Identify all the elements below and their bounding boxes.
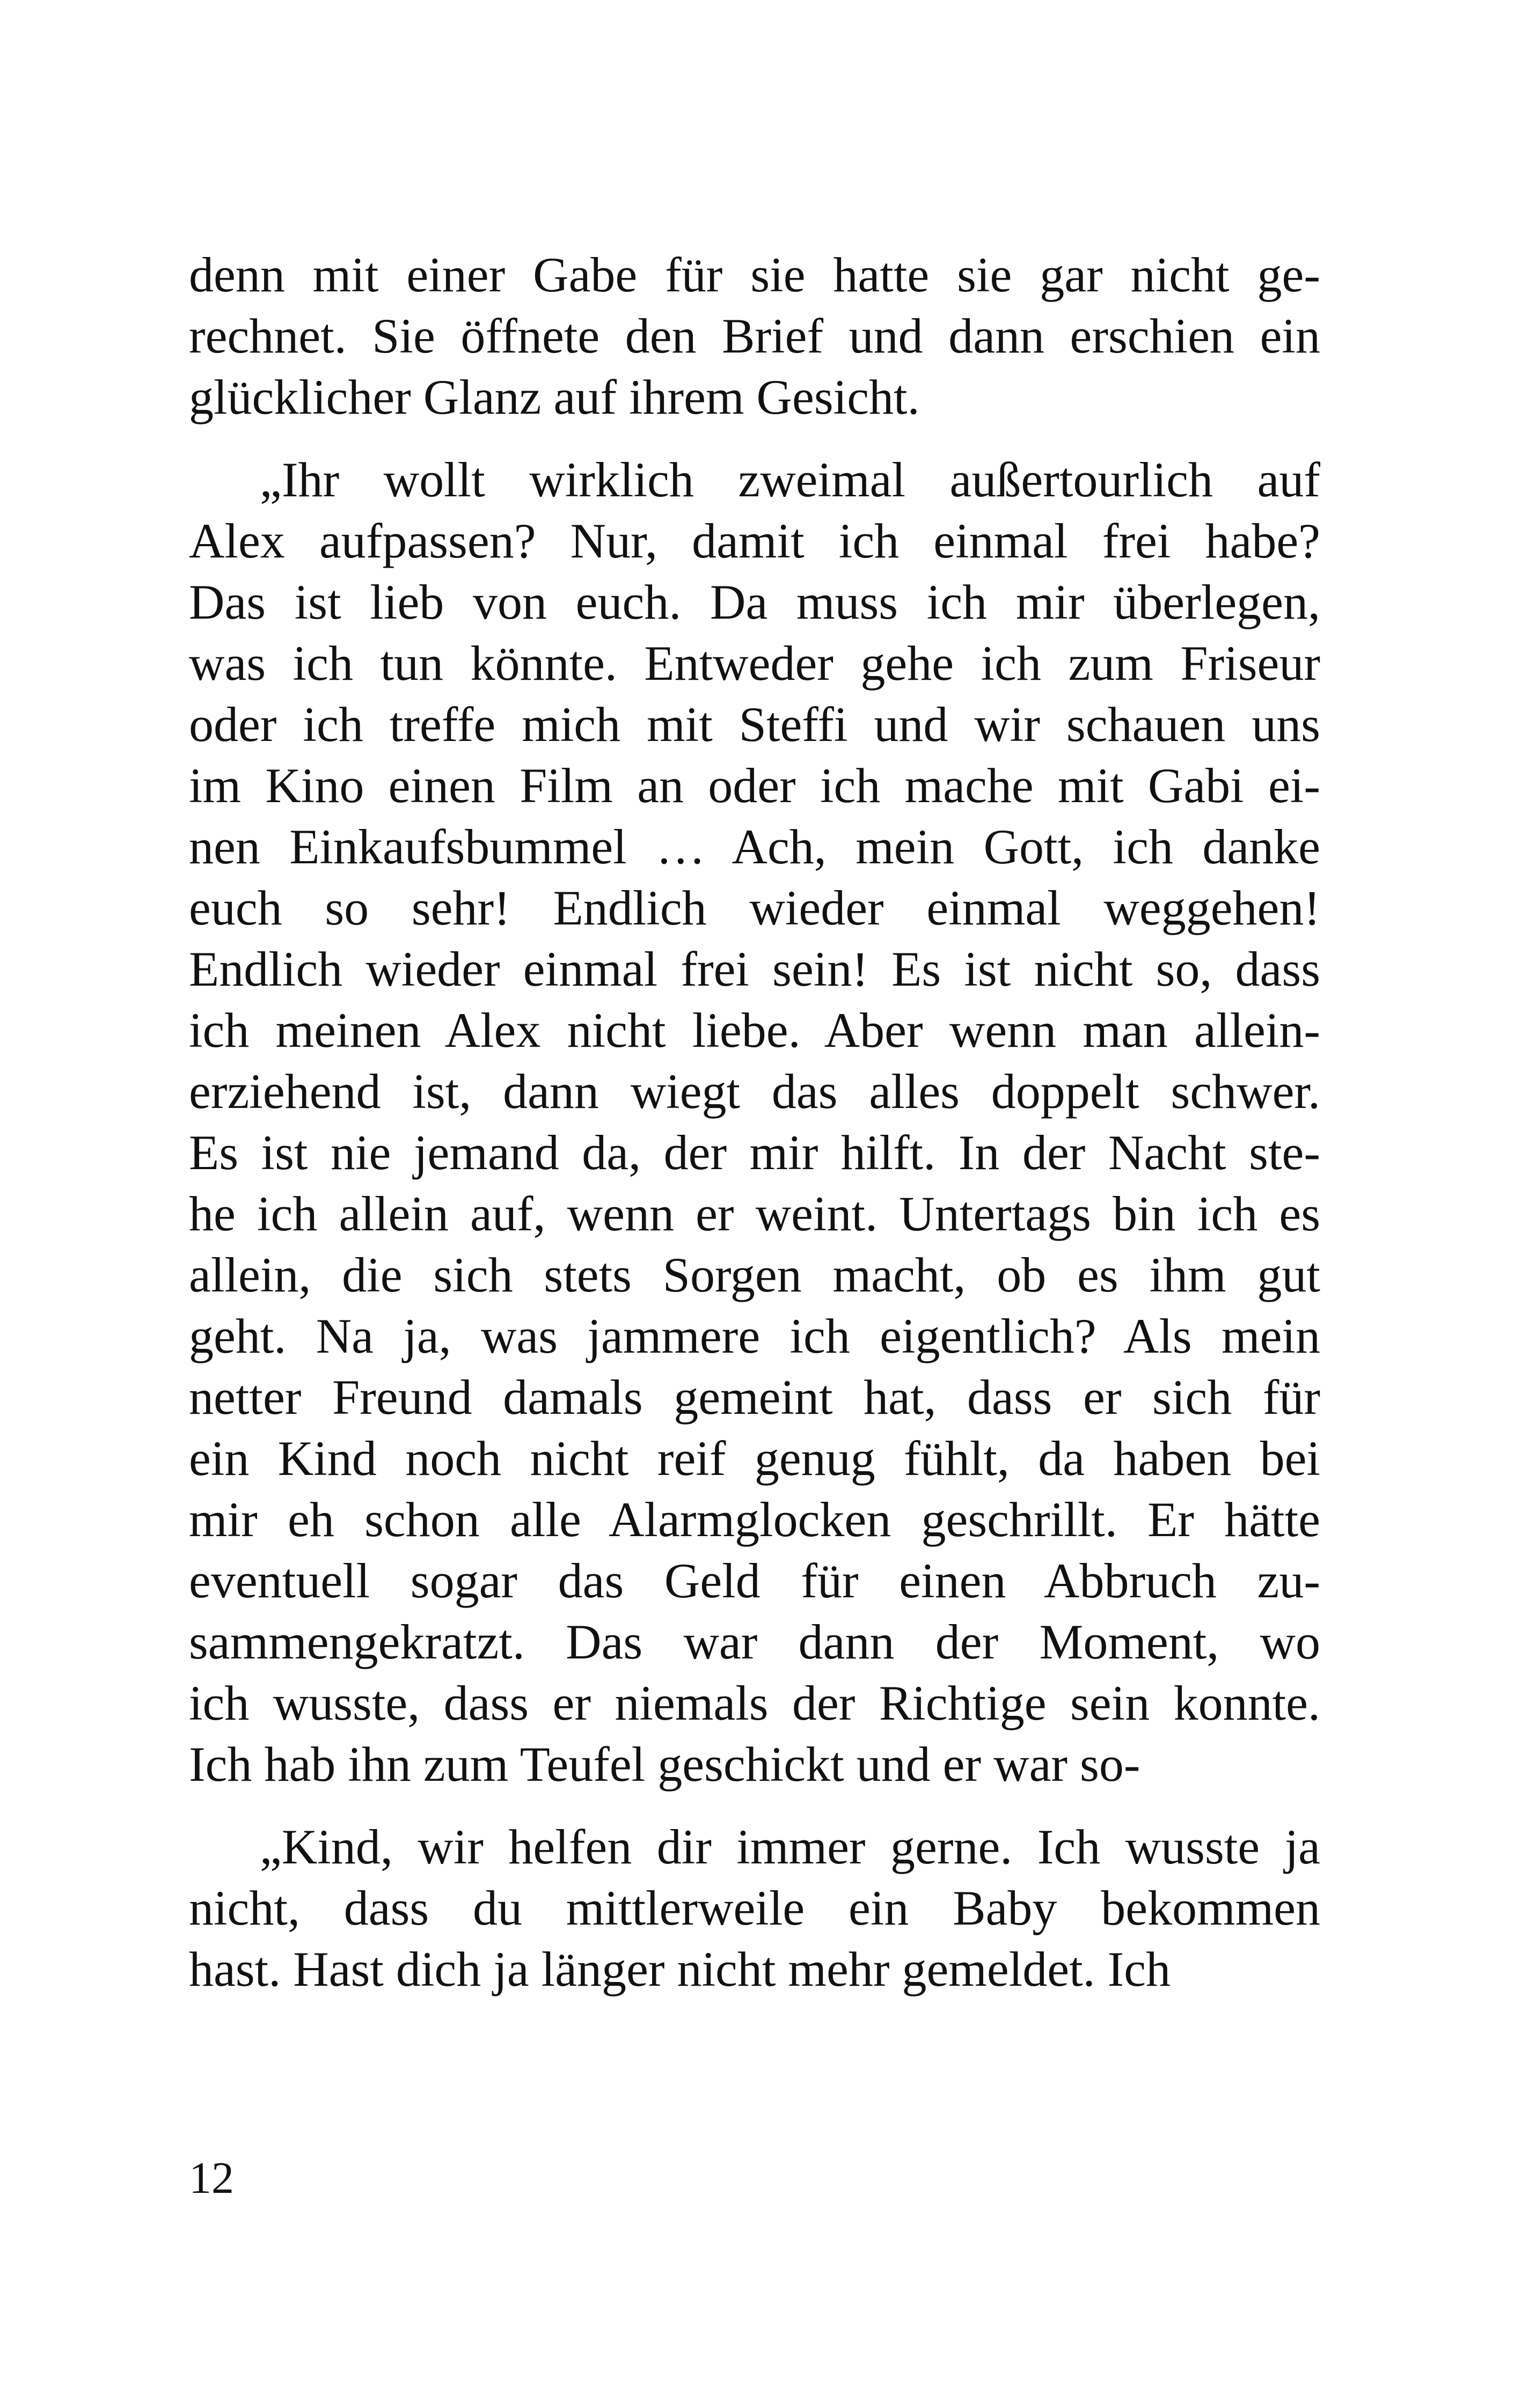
text-line: im Kino einen Film an oder ich mache mit Gabi ei-: [189, 758, 1320, 813]
text-line: rechnet. Sie öffnete den Brief und dann erschien ein: [189, 309, 1320, 363]
paragraph-gap: [189, 1795, 1320, 1816]
text-line: nicht, dass du mittlerweile ein Baby bekommen: [189, 1881, 1320, 1935]
text-line: oder ich treffe mich mit Steffi und wir schauen uns: [189, 697, 1320, 752]
text-line: he ich allein auf, wenn er weint. Untertags bin ich es: [189, 1186, 1320, 1241]
text-line: ich meinen Alex nicht liebe. Aber wenn man allein-: [189, 1003, 1320, 1058]
text-line: glücklicher Glanz auf ihrem Gesicht.: [189, 370, 920, 424]
text-line: ein Kind noch nicht reif genug fühlt, da haben bei: [189, 1431, 1320, 1486]
text-line: Alex aufpassen? Nur, damit ich einmal frei habe?: [189, 513, 1320, 568]
text-line: hast. Hast dich ja länger nicht mehr gemeldet. Ich: [189, 1942, 1171, 1996]
text-line: Endlich wieder einmal frei sein! Es ist nicht so, dass: [189, 942, 1320, 996]
body-text: [189, 244, 1320, 2000]
text-line: Ich hab ihn zum Teufel geschickt und er war so-: [189, 1737, 1140, 1792]
text-line: sammengekratzt. Das war dann der Moment, wo: [189, 1614, 1320, 1669]
text-line: denn mit einer Gabe für sie hatte sie gar nicht ge-: [189, 247, 1320, 302]
paragraph: [189, 1816, 1320, 2000]
paragraph: [189, 449, 1320, 1795]
page-number: 12: [189, 2153, 234, 2203]
text-line: Es ist nie jemand da, der mir hilft. In der Nacht ste-: [189, 1125, 1320, 1180]
paragraph-gap: [189, 428, 1320, 449]
text-line: mir eh schon alle Alarmglocken geschrillt. Er hätte: [189, 1492, 1320, 1547]
text-line: Das ist lieb von euch. Da muss ich mir überlegen,: [189, 575, 1320, 629]
text-line: nen Einkaufsbummel … Ach, mein Gott, ich danke: [189, 819, 1320, 874]
text-line: euch so sehr! Endlich wieder einmal weggehen!: [189, 880, 1320, 935]
text-line: eventuell sogar das Geld für einen Abbruch zu-: [189, 1553, 1320, 1608]
text-line: „Kind, wir helfen dir immer gerne. Ich wusste ja: [260, 1819, 1320, 1874]
paragraph: [189, 244, 1320, 428]
text-line: was ich tun könnte. Entweder gehe ich zum Friseur: [189, 636, 1320, 691]
text-line: ich wusste, dass er niemals der Richtige sein konnte.: [189, 1676, 1320, 1730]
text-line: netter Freund damals gemeint hat, dass er sich für: [189, 1370, 1320, 1425]
text-line: „Ihr wollt wirklich zweimal außertourlich auf: [260, 452, 1320, 507]
text-line: geht. Na ja, was jammere ich eigentlich? Als mein: [189, 1309, 1320, 1363]
text-line: allein, die sich stets Sorgen macht, ob es ihm gut: [189, 1247, 1320, 1302]
text-line: erziehend ist, dann wiegt das alles doppelt schwer.: [189, 1064, 1320, 1119]
